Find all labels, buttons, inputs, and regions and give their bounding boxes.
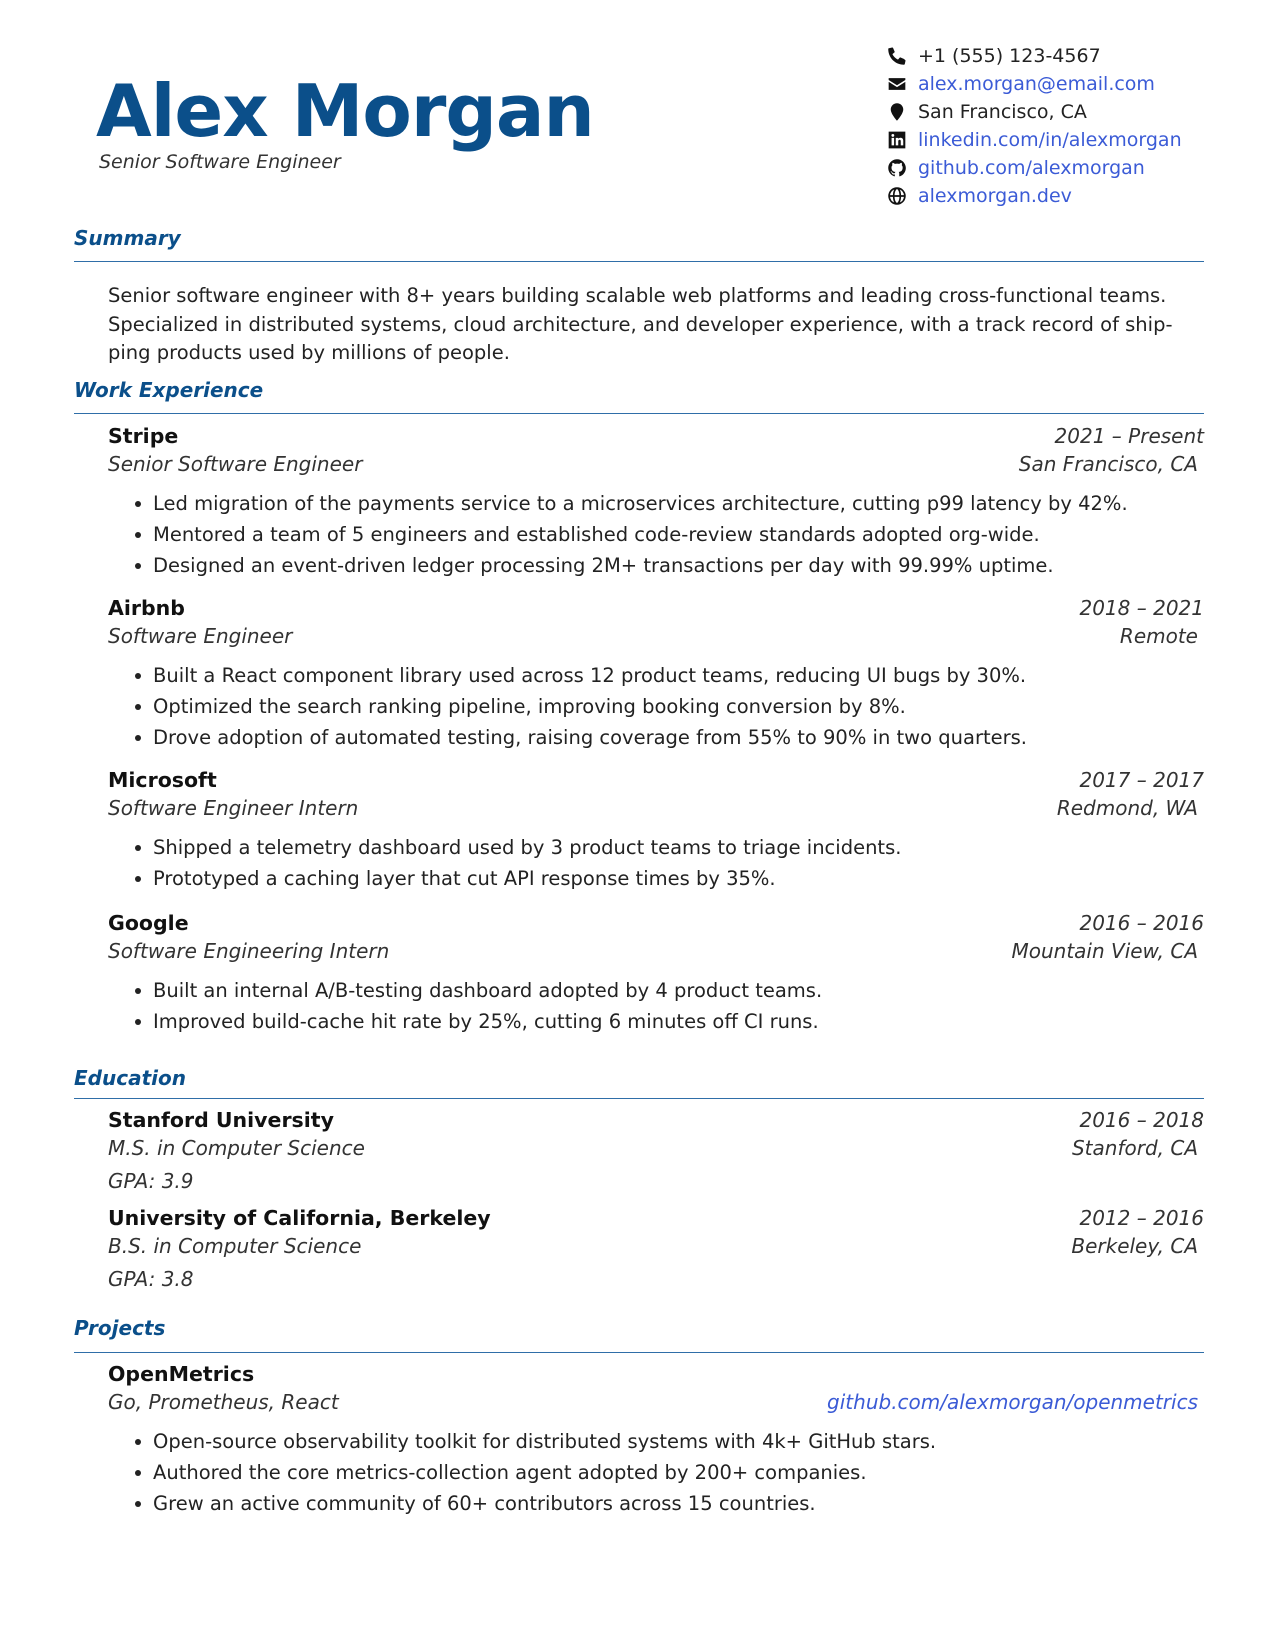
location-pin-icon xyxy=(886,102,908,122)
bullet-item: Designed an event-driven ledger processing 2M+ transactions per day with 99.99% uptime. xyxy=(108,550,1204,581)
gpa: GPA: 3.9 xyxy=(108,1169,194,1193)
section-title-summary: Summary xyxy=(74,226,181,250)
school-location: Berkeley, CA xyxy=(1071,1234,1198,1258)
job-title: Software Engineer Intern xyxy=(108,796,359,820)
bullet-item: Led migration of the payments service to a microservices architecture, cutting p99 latency by 42%. xyxy=(108,488,1204,519)
contact-linkedin[interactable] xyxy=(886,126,1266,154)
bullet-item: Drove adoption of automated testing, raising coverage from 55% to 90% in two quarters. xyxy=(108,722,1204,753)
github-icon xyxy=(886,158,908,178)
bullet-item: Open-source observability toolkit for distributed systems with 4k+ GitHub stars. xyxy=(108,1426,1204,1457)
date-range: 2017 – 2017 xyxy=(1079,768,1204,792)
bullet-list xyxy=(108,975,1204,1037)
bullet-item: Optimized the search ranking pipeline, improving booking conversion by 8%. xyxy=(108,691,1204,722)
project-link[interactable]: github.com/alexmorgan/openmetrics xyxy=(827,1390,1198,1414)
job-title: Software Engineer xyxy=(108,624,293,648)
contact-location xyxy=(886,98,1266,126)
contact-website[interactable] xyxy=(886,182,1266,210)
bullet-list xyxy=(108,832,1204,894)
linkedin-icon xyxy=(886,130,908,150)
github-link[interactable]: github.com/alexmorgan xyxy=(918,157,1145,179)
bullet-list xyxy=(108,488,1204,581)
school-location: Stanford, CA xyxy=(1071,1136,1198,1160)
headline: Senior Software Engineer xyxy=(99,151,341,173)
job-title: Software Engineering Intern xyxy=(108,939,390,963)
school-name: Stanford University xyxy=(108,1108,334,1132)
company-name: Airbnb xyxy=(108,596,185,620)
degree: M.S. in Computer Science xyxy=(108,1136,365,1160)
job-location: Redmond, WA xyxy=(1056,796,1198,820)
degree: B.S. in Computer Science xyxy=(108,1234,362,1258)
job-location: San Francisco, CA xyxy=(1018,452,1198,476)
section-divider xyxy=(74,1352,1204,1353)
phone-icon xyxy=(886,46,908,66)
project-tech: Go, Prometheus, React xyxy=(108,1390,339,1414)
bullet-list xyxy=(108,660,1204,753)
experience-entry-google xyxy=(108,911,1204,1037)
location-text: San Francisco, CA xyxy=(918,101,1087,123)
contact-email[interactable] xyxy=(886,70,1266,98)
job-title: Senior Software Engineer xyxy=(108,452,363,476)
gpa: GPA: 3.8 xyxy=(108,1267,194,1291)
contact-github[interactable] xyxy=(886,154,1266,182)
project-name: OpenMetrics xyxy=(108,1362,255,1386)
date-range: 2018 – 2021 xyxy=(1079,596,1204,620)
bullet-item: Shipped a telemetry dashboard used by 3 product teams to triage incidents. xyxy=(108,832,1204,863)
full-name: Alex Morgan xyxy=(96,69,594,153)
bullet-list xyxy=(108,1426,1204,1519)
company-name: Google xyxy=(108,911,189,935)
section-title-education: Education xyxy=(74,1066,186,1090)
company-name: Microsoft xyxy=(108,768,217,792)
phone-number: +1 (555) 123-4567 xyxy=(918,45,1101,67)
linkedin-link[interactable]: linkedin.com/in/alexmorgan xyxy=(918,129,1182,151)
job-location: Mountain View, CA xyxy=(1011,939,1198,963)
contact-phone xyxy=(886,42,1266,70)
bullet-item: Built a React component library used across 12 product teams, reducing UI bugs by 30%. xyxy=(108,660,1204,691)
resume-header xyxy=(0,0,1275,230)
section-title-projects: Projects xyxy=(74,1316,166,1340)
date-range: 2016 – 2018 xyxy=(1079,1108,1204,1132)
envelope-icon xyxy=(886,74,908,94)
school-name: University of California, Berkeley xyxy=(108,1206,491,1230)
bullet-item: Prototyped a caching layer that cut API response times by 35%. xyxy=(108,863,1204,894)
date-range: 2021 – Present xyxy=(1054,424,1204,448)
bullet-item: Improved build-cache hit rate by 25%, cutting 6 minutes off CI runs. xyxy=(108,1006,1204,1037)
experience-entry-airbnb xyxy=(108,596,1204,753)
contact-list xyxy=(886,42,1266,210)
education-entry-stanford xyxy=(108,1108,1204,1196)
company-name: Stripe xyxy=(108,424,179,448)
bullet-item: Grew an active community of 60+ contributors across 15 countries. xyxy=(108,1488,1204,1519)
education-entry-berkeley xyxy=(108,1206,1204,1294)
project-entry-openmetrics xyxy=(108,1362,1204,1519)
bullet-item: Mentored a team of 5 engineers and established code-review standards adopted org-wide. xyxy=(108,519,1204,550)
globe-icon xyxy=(886,186,908,206)
section-title-experience: Work Experience xyxy=(74,378,264,402)
date-range: 2012 – 2016 xyxy=(1079,1206,1204,1230)
website-link[interactable]: alexmorgan.dev xyxy=(918,185,1072,207)
bullet-item: Authored the core metrics-collection agent adopted by 200+ companies. xyxy=(108,1457,1204,1488)
section-divider xyxy=(74,413,1204,414)
job-location: Remote xyxy=(1119,624,1198,648)
experience-entry-microsoft xyxy=(108,768,1204,894)
section-divider xyxy=(74,261,1204,262)
bullet-item: Built an internal A/B-testing dashboard adopted by 4 product teams. xyxy=(108,975,1204,1006)
date-range: 2016 – 2016 xyxy=(1079,911,1204,935)
experience-entry-stripe xyxy=(108,424,1204,581)
email-link[interactable]: alex.morgan@email.com xyxy=(918,73,1155,95)
summary-text: Senior software engineer with 8+ years building scalable web platforms and leading cross-functional teams. Specialized in distributed systems, cloud architecture, and developer experience, with a track record of shipping products used by millions of people. xyxy=(108,284,1173,364)
section-divider xyxy=(74,1098,1204,1099)
